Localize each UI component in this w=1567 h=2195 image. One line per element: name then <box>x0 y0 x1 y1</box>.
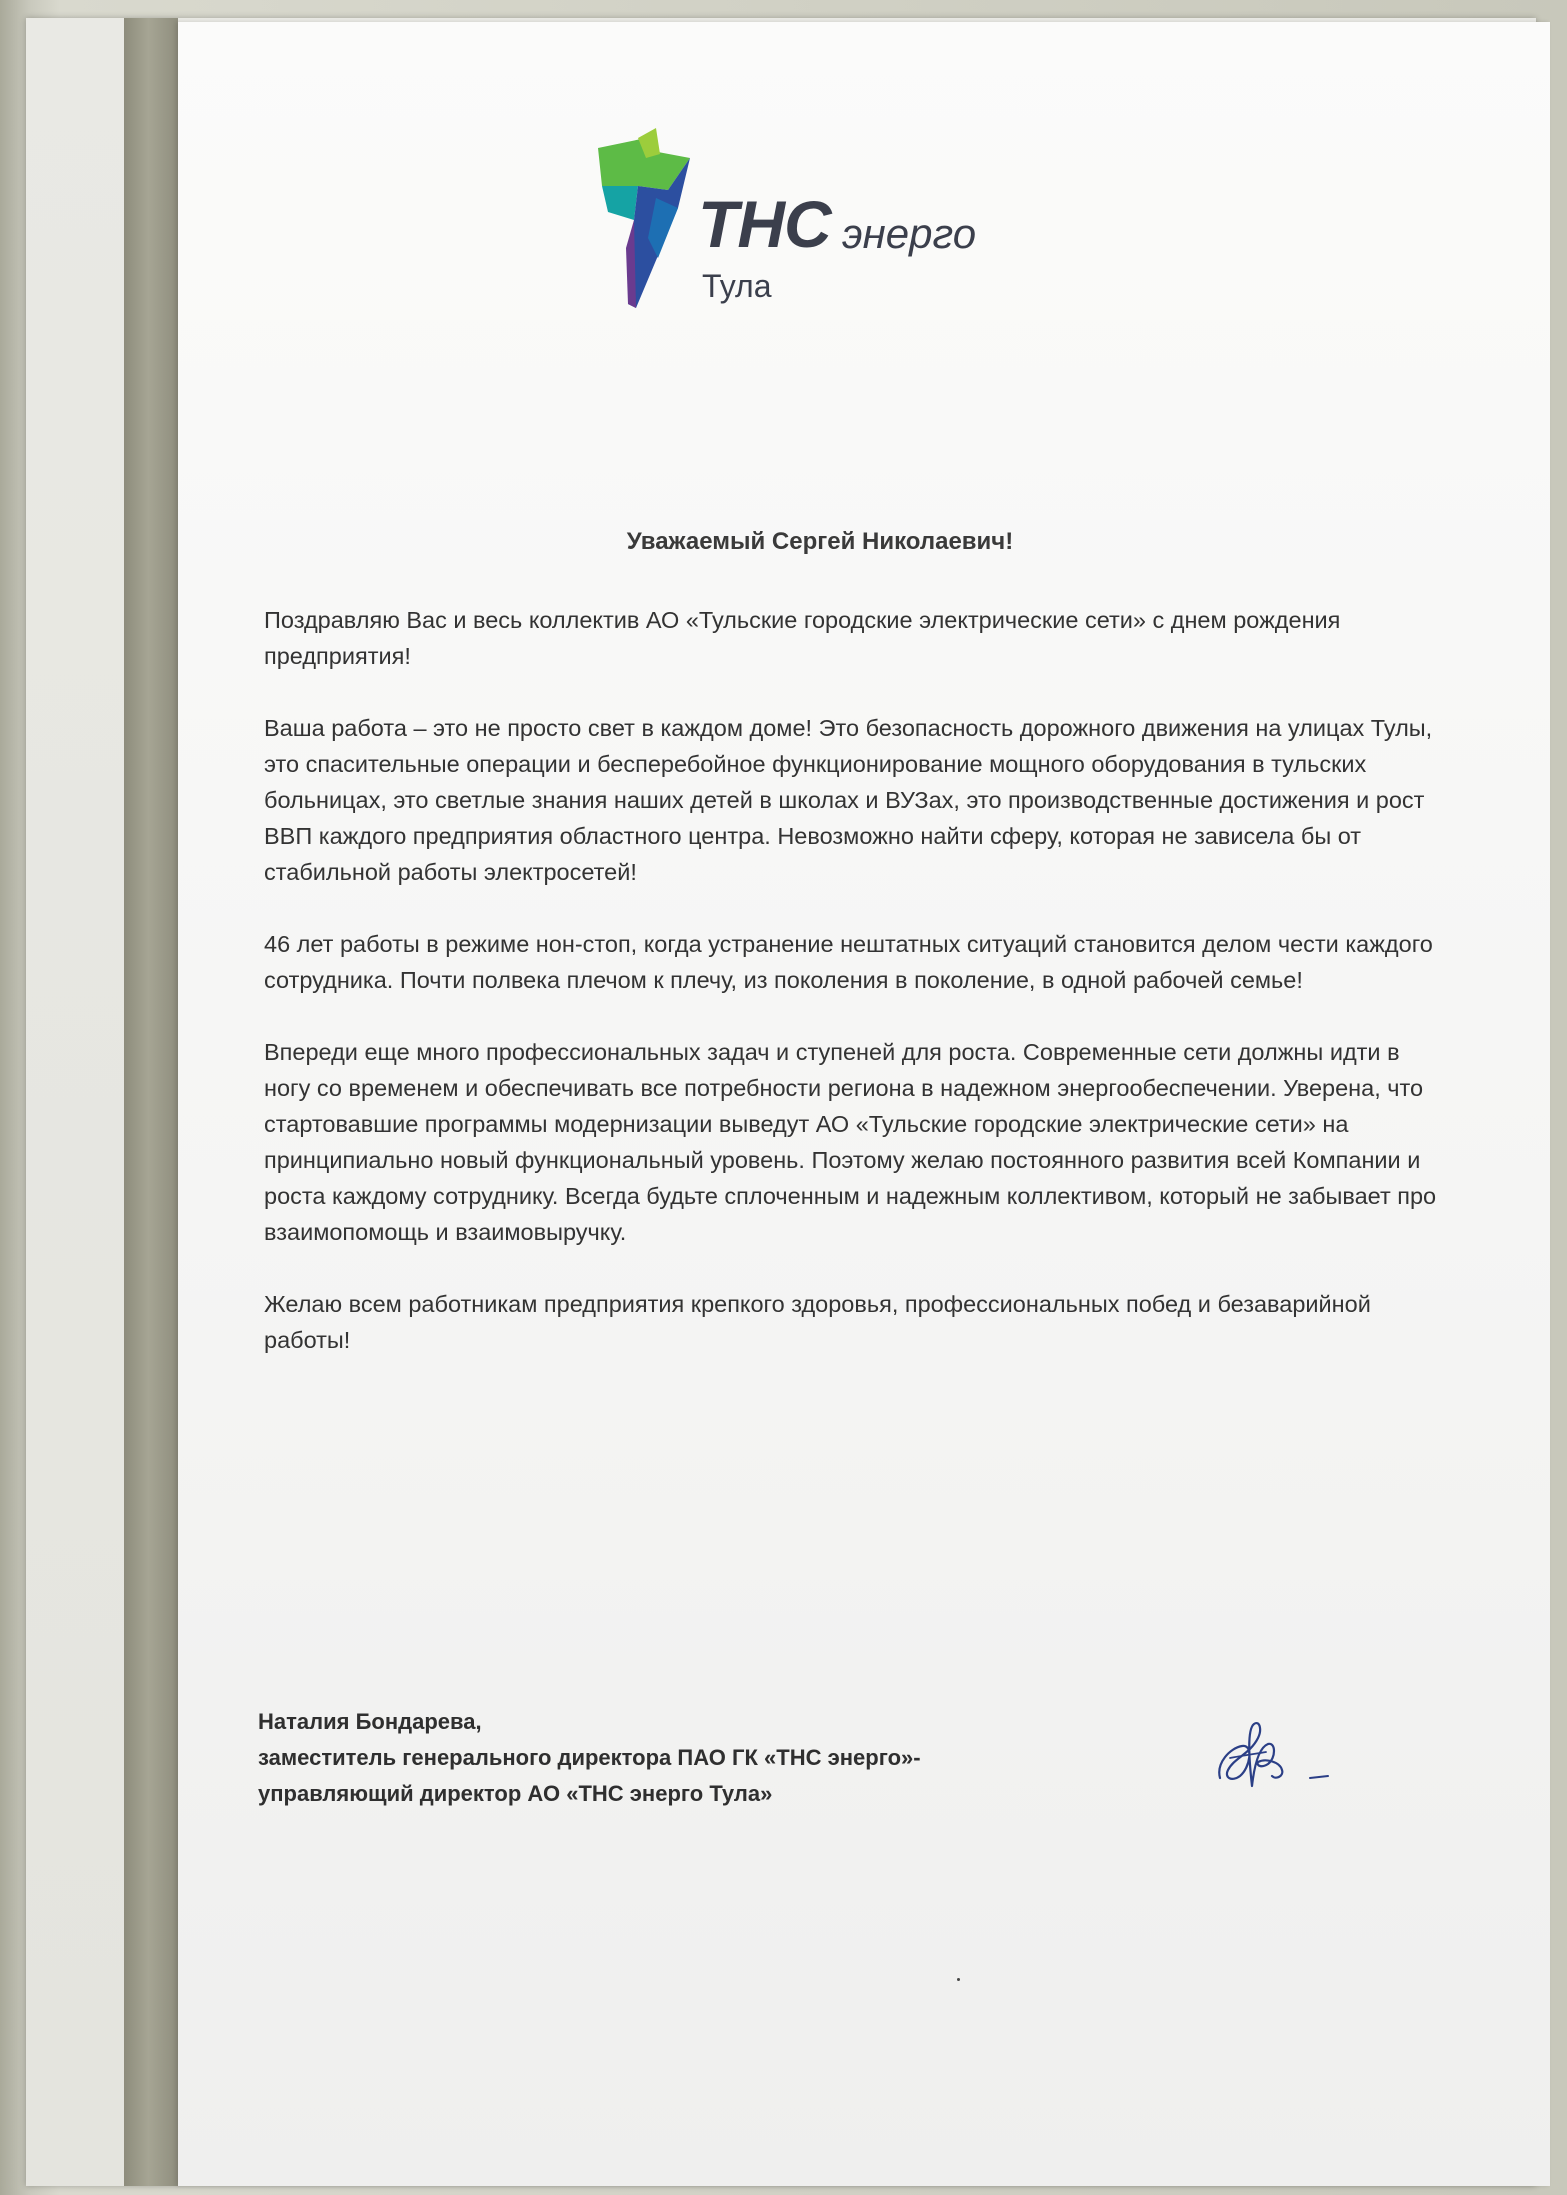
paragraph-5: Желаю всем работникам предприятия крепкого здоровья, профессиональных побед и безаварийной работы! <box>264 1291 1371 1353</box>
paragraph-1: Поздравляю Вас и весь коллектив АО «Тульские городские электрические сети» с днем рождения предприятия! <box>264 607 1341 669</box>
company-logo <box>598 128 1018 308</box>
paragraph-4: Впереди еще много профессиональных задач и ступеней для роста. Современные сети должны идти в ногу со временем и обеспечивать все потребности региона в надежном энергообеспечении. Уверена, что стартовавшие программы модернизации выведут АО «Тульские городские электрические сети» на принципиально новый функциональный уровень. Поэтому желаю постоянного развития всей Компании и роста каждому сотруднику. Всегда будьте сплоченным и надежным коллективом, который не забывает про взаимопомощь и взаимовыручку. <box>264 1039 1437 1245</box>
paper-speck <box>957 1978 960 1981</box>
logo-mark-icon <box>598 128 698 308</box>
paragraph-3: 46 лет работы в режиме нон-стоп, когда устранение нештатных ситуаций становится делом чести каждого сотрудника. Почти полвека плечом к плечу, из поколения в поколение, в одной рабочей семье! <box>264 931 1433 993</box>
signatory-title-line-2: управляющий директор АО «ТНС энерго Тула» <box>258 1781 773 1806</box>
paragraph-2: Ваша работа – это не просто свет в каждом доме! Это безопасность дорожного движения на улицах Тулы, это спасительные операции и бесперебойное функционирование мощного оборудования в тульских больницах, это светлые знания наших детей в школах и ВУЗах, это производственные достижения и рост ВВП каждого предприятия областного центра. Невозможно найти сферу, которая не зависела бы от стабильной работы электросетей! <box>264 715 1433 885</box>
brand-suffix: энерго <box>842 210 977 257</box>
signatory-name: Наталия Бондарева, <box>258 1709 482 1734</box>
handwritten-signature-icon <box>1210 1708 1340 1798</box>
folder-ribbon <box>124 18 178 2186</box>
brand-name: ТНС <box>698 187 831 261</box>
letter-body <box>264 602 1444 1394</box>
signatory-block <box>258 1704 921 1812</box>
salutation: Уважаемый Сергей Николаевич! <box>626 528 1014 555</box>
signatory-title-line-1: заместитель генерального директора ПАО ГК «ТНС энерго»- <box>258 1745 921 1770</box>
brand-city: Тула <box>702 268 772 304</box>
